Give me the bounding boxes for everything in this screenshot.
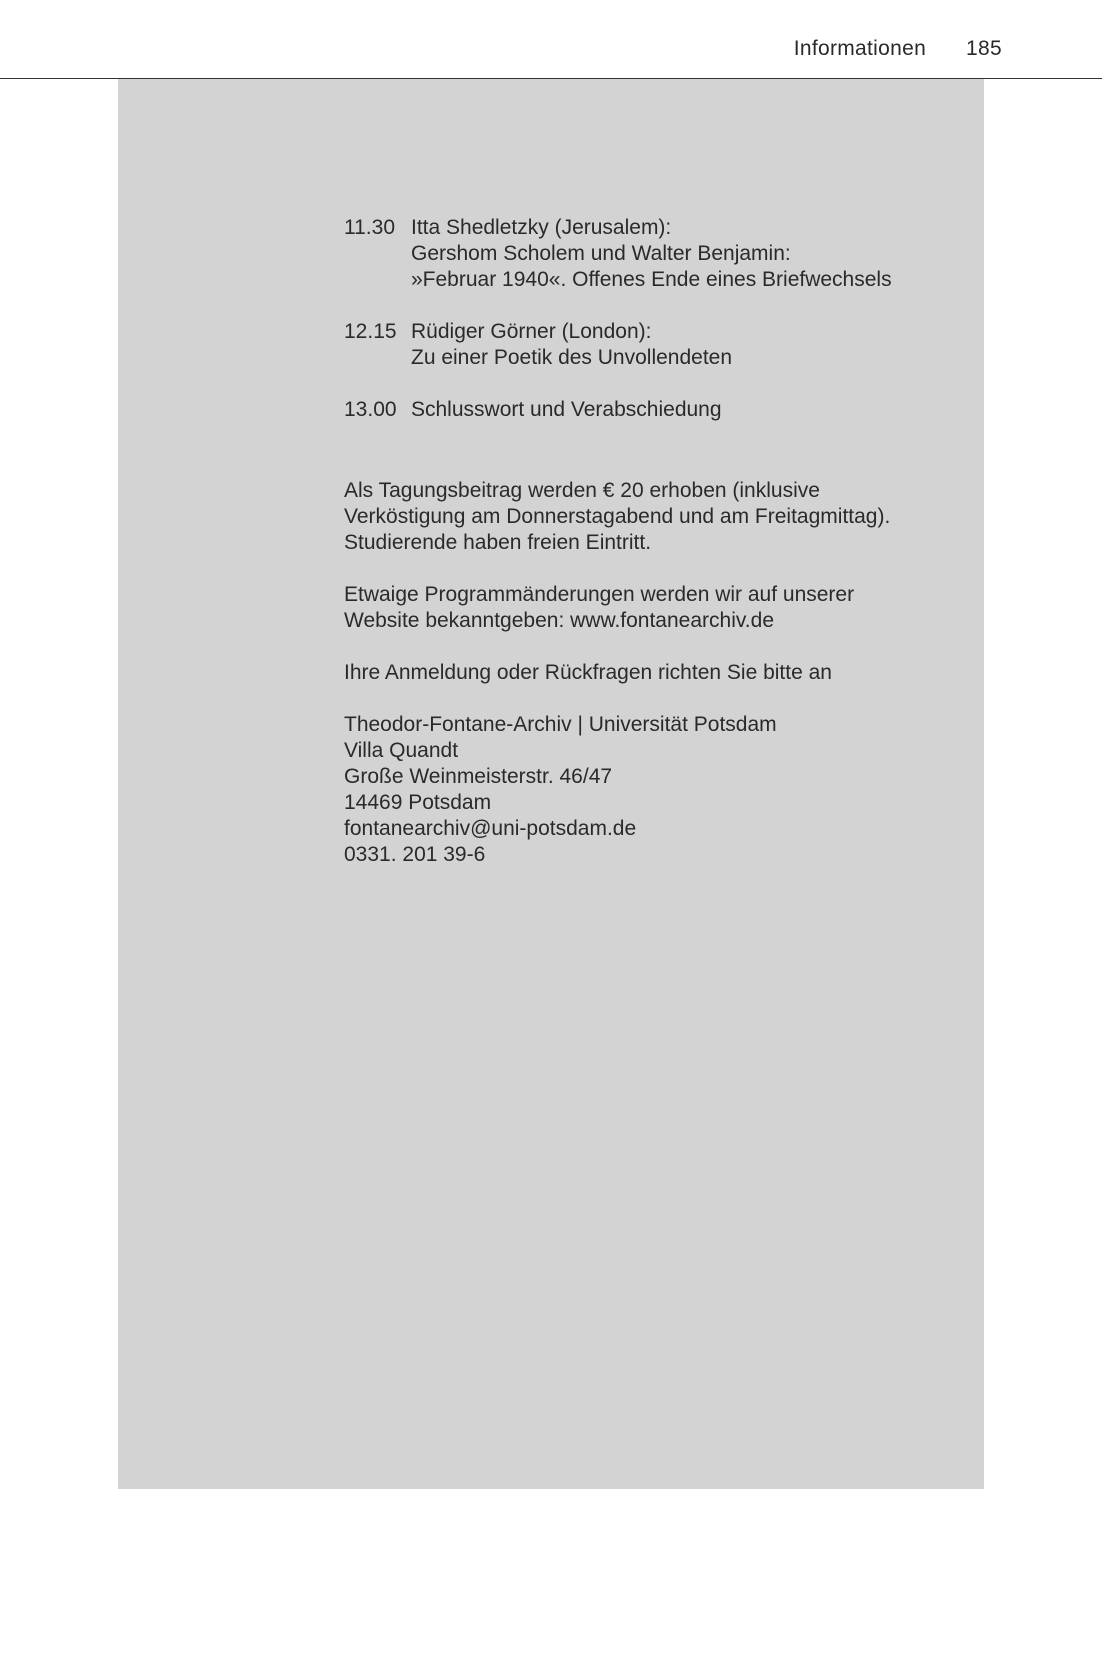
content-column: [344, 215, 964, 894]
program-entry: [344, 215, 964, 293]
address-phone: 0331. 201 39-6: [344, 843, 486, 866]
program-entry-text: [411, 319, 732, 371]
speaker-line: Rüdiger Görner (London):: [411, 320, 652, 343]
program-entry-text: [411, 397, 722, 423]
address-email: fontanearchiv@uni-potsdam.de: [344, 817, 637, 840]
program-entry: [344, 397, 964, 423]
changes-paragraph: [344, 582, 964, 634]
section-title: Informationen: [793, 37, 927, 60]
talk-title-line: Zu einer Poetik des Unvollendeten: [411, 346, 733, 369]
closing-line: Schlusswort und Verabschiedung: [411, 398, 722, 421]
fee-line: Als Tagungsbeitrag werden € 20 erhoben (inklusive: [344, 479, 820, 502]
address-block: [344, 712, 964, 868]
program-time: 12.15: [344, 320, 397, 343]
talk-title-line: Gershom Scholem und Walter Benjamin:: [411, 242, 791, 265]
fee-paragraph: [344, 478, 964, 556]
program-time: 13.00: [344, 398, 397, 421]
changes-line: Etwaige Programmänderungen werden wir auf unserer: [344, 583, 855, 606]
registration-paragraph: [344, 660, 964, 686]
program-entry: [344, 319, 964, 371]
page-number: 185: [966, 37, 1002, 60]
fee-line: Verköstigung am Donnerstagabend und am Freitagmittag).: [344, 505, 891, 528]
registration-text: Ihre Anmeldung oder Rückfragen richten Sie bitte an: [344, 661, 832, 684]
address-building: Villa Quandt: [344, 739, 459, 762]
speaker-line: Itta Shedletzky (Jerusalem):: [411, 216, 672, 239]
address-institution: Theodor-Fontane-Archiv | Universität Potsdam: [344, 713, 777, 736]
program-time: 11.30: [344, 216, 395, 239]
address-city: 14469 Potsdam: [344, 791, 492, 814]
changes-line: Website bekanntgeben: www.fontanearchiv.de: [344, 609, 774, 632]
fee-line: Studierende haben freien Eintritt.: [344, 531, 652, 554]
program-entry-text: [411, 215, 892, 293]
info-block: [344, 478, 964, 868]
address-street: Große Weinmeisterstr. 46/47: [344, 765, 613, 788]
running-head: [794, 36, 1002, 62]
talk-title-line: »Februar 1940«. Offenes Ende eines Briefwechsels: [411, 268, 892, 291]
